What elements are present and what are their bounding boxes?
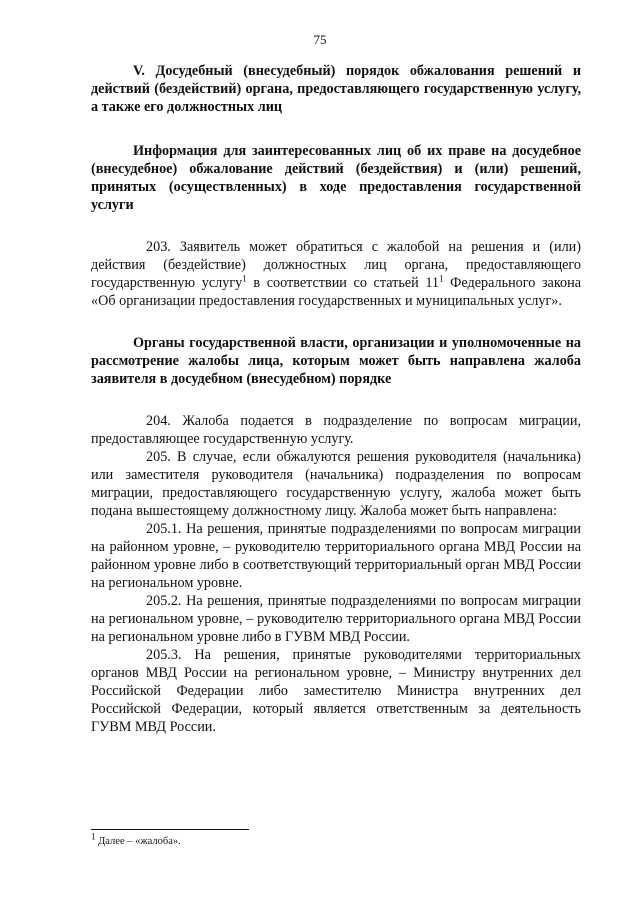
info-heading: Информация для заинтересованных лиц об их праве на досудебное (внесудебное) обжалование действий (бездействия) и (или) решений, принятых (осуществленных) в ходе предоставления государственной услуги [91,143,581,213]
paragraph-205-1: 205.1. На решения, принятые подразделениями по вопросам миграции на районном уровне, – руководителю территориального органа МВД России на районном уровне либо в соответствующий территориальный орган МВД России на региональном уровне. [91,521,581,591]
p203-text-3: Федерального закона «Об организации предоставления государственных и муниципальных услуг». [91,275,582,309]
paragraph-204: 204. Жалоба подается в подразделение по вопросам миграции, предоставляющее государственную услугу. [91,413,581,447]
paragraph-203 [91,238,581,310]
footnote-ref-1: 1 [242,273,247,284]
footnote-marker: 1 [91,831,96,842]
paragraph-205-3: 205.3. На решения, принятые руководителями территориальных органов МВД России на региональном уровне, – Министру внутренних дел Российской Федерации либо заместителю Министра внутренних дел Российской Федерации, который является ответственным за деятельность ГУВМ МВД России. [91,647,581,735]
p203-text-2: в соответствии со статьей 11 [246,275,440,291]
p203-text-1: 203. Заявитель может обратиться с жалобой на решения и (или) действия (бездействие) должностных лиц органа, предоставляющего государственную услугу [91,239,581,291]
footnote-text: Далее – «жалоба». [95,836,181,847]
paragraph-205-2: 205.2. На решения, принятые подразделениями по вопросам миграции на региональном уровне, – руководителю территориального органа МВД России на региональном уровне либо в ГУВМ МВД России. [91,593,581,645]
article-sup: 1 [439,273,444,284]
page-number: 75 [313,32,327,47]
paragraph-205: 205. В случае, если обжалуются решения руководителя (начальника) или заместителя руководителя (начальника) подразделения по вопросам миграции, предоставляющего государственную услугу, жалоба может быть подана вышестоящему должностному лицу. Жалоба может быть направлена: [91,449,581,519]
section-title: V. Досудебный (внесудебный) порядок обжалования решений и действий (бездействий) органа, предоставляющего государственную услугу, а также его должностных лиц [91,63,581,115]
footnote-divider [91,829,249,830]
footnote [91,831,181,847]
document-body [91,62,581,736]
organs-heading: Органы государственной власти, организации и уполномоченные на рассмотрение жалобы лица, которым может быть направлена жалоба заявителя в досудебном (внесудебном) порядке [91,335,581,387]
